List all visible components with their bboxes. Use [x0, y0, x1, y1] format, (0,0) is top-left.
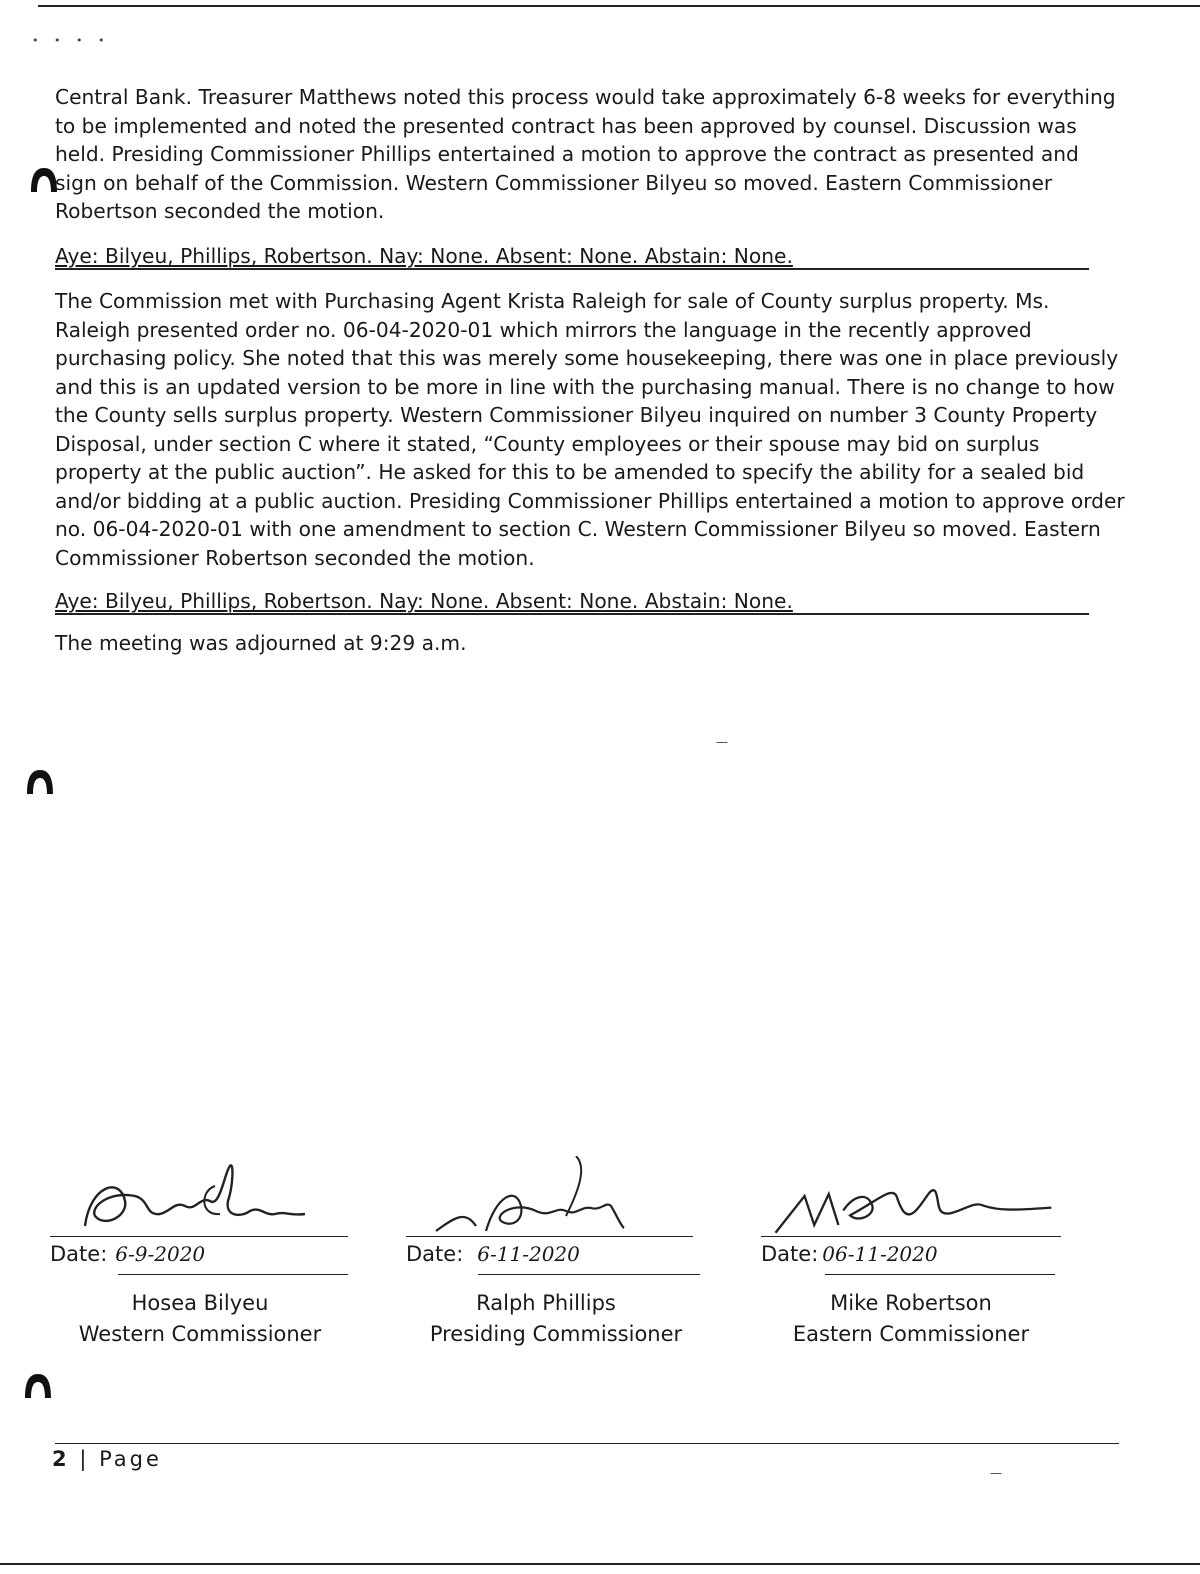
date-label: Date: — [50, 1242, 108, 1266]
signer-title: Eastern Commissioner — [792, 1322, 1030, 1346]
bottom-page-border — [0, 1563, 1200, 1565]
date-value: 6-9-2020 — [115, 1242, 206, 1266]
adjournment-statement: The meeting was adjourned at 9:29 a.m. — [55, 631, 467, 655]
signature-line — [406, 1236, 693, 1237]
date-field — [761, 1242, 1061, 1266]
handwritten-signature — [406, 1156, 706, 1236]
signer-title: Western Commissioner — [78, 1322, 322, 1346]
date-value: 06-11-2020 — [822, 1242, 938, 1266]
signer-name: Ralph Phillips — [476, 1291, 616, 1315]
signature-line — [50, 1236, 348, 1237]
date-field — [406, 1242, 706, 1266]
date-field — [50, 1242, 350, 1266]
signature-line — [761, 1236, 1061, 1237]
date-underline — [825, 1274, 1055, 1275]
signer-title: Presiding Commissioner — [429, 1322, 683, 1346]
handwritten-signature — [50, 1156, 350, 1236]
scan-marks: • • • • — [32, 34, 111, 47]
scan-speck: — — [716, 735, 728, 749]
page-separator: | — [79, 1447, 90, 1471]
date-label: Date: — [761, 1242, 819, 1266]
paragraph-surplus-property: The Commission met with Purchasing Agent Krista Raleigh for sale of County surplus property. Ms. Raleigh presented order no. 06-04-2020-01 which mirrors the language in the recently approved purchasing policy. She noted that this was merely some housekeeping, there was one in place previously and this is an updated version to be more in line with the purchasing manual. There is no change to how the County sells surplus property. Western Commissioner Bilyeu inquired on number 3 County Property Disposal, under section C where it stated, “County employees or their spouse may bid on surplus property at the public auction”. He asked for this to be amended to specify the ability for a sealed bid and/or bidding at a public auction. Presiding Commissioner Phillips entertained a motion to approve order no. 06-04-2020-01 with one amendment to section C. Western Commissioner Bilyeu so moved. Eastern Commissioner Robertson seconded the motion. — [55, 289, 1125, 570]
binder-hole-icon — [22, 1370, 54, 1402]
date-label: Date: — [406, 1242, 464, 1266]
top-page-border — [38, 5, 1200, 7]
vote-record-2 — [55, 589, 1089, 615]
date-underline — [118, 1274, 348, 1275]
binder-hole-icon — [24, 766, 56, 798]
vote-record-1 — [55, 244, 1089, 270]
page-number: 2 — [52, 1447, 70, 1471]
page-label: Page — [99, 1447, 162, 1471]
signer-name: Mike Robertson — [830, 1291, 992, 1315]
date-value: 6-11-2020 — [477, 1242, 580, 1266]
vote-record-text: Aye: Bilyeu, Phillips, Robertson. Nay: None. Absent: None. Abstain: None. — [55, 244, 793, 268]
scan-speck: — — [990, 1466, 1002, 1480]
page-footer — [52, 1447, 162, 1471]
vote-record-text: Aye: Bilyeu, Phillips, Robertson. Nay: None. Absent: None. Abstain: None. — [55, 589, 793, 613]
signer-name: Hosea Bilyeu — [131, 1291, 269, 1315]
footer-divider — [55, 1443, 1119, 1444]
paragraph-contract-approval: Central Bank. Treasurer Matthews noted this process would take approximately 6-8 weeks for everything to be implemented and noted the presented contract has been approved by counsel. Discussion was held. Presiding Commissioner Phillips entertained a motion to approve the contract as presented and sign on behalf of the Commission. Western Commissioner Bilyeu so moved. Eastern Commissioner Robertson seconded the motion. — [55, 85, 1116, 223]
handwritten-signature — [761, 1156, 1061, 1236]
date-underline — [478, 1274, 700, 1275]
